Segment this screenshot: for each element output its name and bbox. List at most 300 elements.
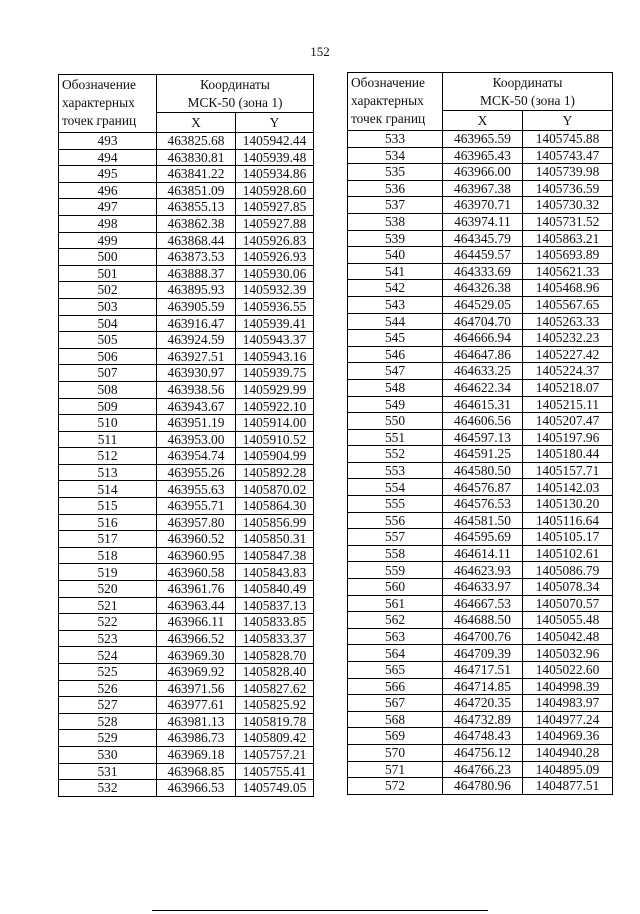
table-row <box>348 164 613 181</box>
y-coordinate-cell: 1405939.75 <box>236 365 314 382</box>
x-coordinate-cell: 464529.05 <box>443 296 523 313</box>
point-number-cell: 514 <box>59 481 157 498</box>
x-coordinate-cell: 463825.68 <box>157 133 236 150</box>
point-number-cell: 556 <box>348 512 443 529</box>
point-number-cell: 525 <box>59 664 157 681</box>
x-coordinate-cell: 463862.38 <box>157 215 236 232</box>
point-number-cell: 554 <box>348 479 443 496</box>
table-row <box>59 597 314 614</box>
y-coordinate-cell: 1405892.28 <box>236 464 314 481</box>
y-coordinate-cell: 1405828.70 <box>236 647 314 664</box>
x-coordinate-cell: 464667.53 <box>443 595 523 612</box>
table-row <box>348 296 613 313</box>
table-row <box>348 728 613 745</box>
header-point-designation <box>348 73 443 131</box>
table-row <box>59 547 314 564</box>
x-coordinate-cell: 463955.63 <box>157 481 236 498</box>
y-coordinate-cell: 1405215.11 <box>523 396 613 413</box>
y-coordinate-cell: 1405731.52 <box>523 213 613 230</box>
point-number-cell: 548 <box>348 379 443 396</box>
header-coords-line: МСК-50 (зона 1) <box>480 93 575 108</box>
x-coordinate-cell: 463951.19 <box>157 415 236 432</box>
x-coordinate-cell: 464606.56 <box>443 413 523 430</box>
table-row <box>348 330 613 347</box>
x-coordinate-cell: 464622.34 <box>443 379 523 396</box>
table-row <box>348 496 613 513</box>
point-number-cell: 537 <box>348 197 443 214</box>
point-number-cell: 567 <box>348 695 443 712</box>
point-number-cell: 496 <box>59 182 157 199</box>
y-coordinate-cell: 1405840.49 <box>236 581 314 598</box>
table-row <box>348 711 613 728</box>
x-coordinate-cell: 464709.39 <box>443 645 523 662</box>
point-number-cell: 558 <box>348 545 443 562</box>
table-body <box>348 131 613 795</box>
table-row <box>59 381 314 398</box>
table-row <box>59 464 314 481</box>
table-row <box>59 133 314 150</box>
header-y: Y <box>523 111 613 131</box>
point-number-cell: 530 <box>59 746 157 763</box>
point-number-cell: 516 <box>59 514 157 531</box>
y-coordinate-cell: 1405864.30 <box>236 498 314 515</box>
x-coordinate-cell: 463930.97 <box>157 365 236 382</box>
y-coordinate-cell: 1405197.96 <box>523 429 613 446</box>
table-row <box>59 232 314 249</box>
x-coordinate-cell: 463969.18 <box>157 746 236 763</box>
x-coordinate-cell: 463957.80 <box>157 514 236 531</box>
y-coordinate-cell: 1405926.93 <box>236 249 314 266</box>
y-coordinate-cell: 1405207.47 <box>523 413 613 430</box>
y-coordinate-cell: 1405943.16 <box>236 348 314 365</box>
point-number-cell: 542 <box>348 280 443 297</box>
x-coordinate-cell: 463960.58 <box>157 564 236 581</box>
y-coordinate-cell: 1405942.44 <box>236 133 314 150</box>
x-coordinate-cell: 463966.00 <box>443 164 523 181</box>
y-coordinate-cell: 1405621.33 <box>523 263 613 280</box>
y-coordinate-cell: 1405130.20 <box>523 496 613 513</box>
point-number-cell: 527 <box>59 697 157 714</box>
x-coordinate-cell: 464614.11 <box>443 545 523 562</box>
table-row <box>59 730 314 747</box>
x-coordinate-cell: 464688.50 <box>443 612 523 629</box>
table-row <box>59 166 314 183</box>
x-coordinate-cell: 464714.85 <box>443 678 523 695</box>
y-coordinate-cell: 1404977.24 <box>523 711 613 728</box>
y-coordinate-cell: 1404969.36 <box>523 728 613 745</box>
table-row <box>59 531 314 548</box>
x-coordinate-cell: 464597.13 <box>443 429 523 446</box>
x-coordinate-cell: 463968.85 <box>157 763 236 780</box>
x-coordinate-cell: 463970.71 <box>443 197 523 214</box>
y-coordinate-cell: 1405739.98 <box>523 164 613 181</box>
y-coordinate-cell: 1404983.97 <box>523 695 613 712</box>
header-coords-line: Координаты <box>492 75 563 90</box>
point-number-cell: 540 <box>348 247 443 264</box>
x-coordinate-cell: 463963.44 <box>157 597 236 614</box>
header-coordinates <box>443 73 613 111</box>
table-row <box>348 579 613 596</box>
y-coordinate-cell: 1405843.83 <box>236 564 314 581</box>
table-row <box>59 664 314 681</box>
point-number-cell: 535 <box>348 164 443 181</box>
point-number-cell: 532 <box>59 780 157 797</box>
y-coordinate-cell: 1405227.42 <box>523 346 613 363</box>
y-coordinate-cell: 1405943.37 <box>236 332 314 349</box>
x-coordinate-cell: 463916.47 <box>157 315 236 332</box>
point-number-cell: 569 <box>348 728 443 745</box>
y-coordinate-cell: 1405850.31 <box>236 531 314 548</box>
y-coordinate-cell: 1405180.44 <box>523 446 613 463</box>
point-number-cell: 509 <box>59 398 157 415</box>
point-number-cell: 513 <box>59 464 157 481</box>
point-number-cell: 517 <box>59 531 157 548</box>
table-row <box>348 247 613 264</box>
x-coordinate-cell: 463960.95 <box>157 547 236 564</box>
table-row <box>348 230 613 247</box>
table-row <box>59 780 314 797</box>
table-row <box>59 398 314 415</box>
y-coordinate-cell: 1405827.62 <box>236 680 314 697</box>
point-number-cell: 519 <box>59 564 157 581</box>
x-coordinate-cell: 463971.56 <box>157 680 236 697</box>
header-coords-line: Координаты <box>200 77 270 92</box>
x-coordinate-cell: 463960.52 <box>157 531 236 548</box>
table-row <box>348 379 613 396</box>
table-row <box>348 744 613 761</box>
x-coordinate-cell: 463895.93 <box>157 282 236 299</box>
table-row <box>59 614 314 631</box>
x-coordinate-cell: 464766.23 <box>443 761 523 778</box>
x-coordinate-cell: 464780.96 <box>443 778 523 795</box>
table-row <box>348 446 613 463</box>
point-number-cell: 534 <box>348 147 443 164</box>
point-number-cell: 501 <box>59 265 157 282</box>
y-coordinate-cell: 1405932.39 <box>236 282 314 299</box>
x-coordinate-cell: 464345.79 <box>443 230 523 247</box>
y-coordinate-cell: 1405055.48 <box>523 612 613 629</box>
x-coordinate-cell: 463938.56 <box>157 381 236 398</box>
x-coordinate-cell: 464717.51 <box>443 662 523 679</box>
x-coordinate-cell: 464615.31 <box>443 396 523 413</box>
y-coordinate-cell: 1405939.41 <box>236 315 314 332</box>
table-row <box>348 346 613 363</box>
point-number-cell: 507 <box>59 365 157 382</box>
table-body <box>59 133 314 797</box>
x-coordinate-cell: 464576.53 <box>443 496 523 513</box>
y-coordinate-cell: 1405755.41 <box>236 763 314 780</box>
header-point-line: характерных <box>62 95 135 110</box>
y-coordinate-cell: 1405926.83 <box>236 232 314 249</box>
x-coordinate-cell: 463969.92 <box>157 664 236 681</box>
point-number-cell: 561 <box>348 595 443 612</box>
point-number-cell: 538 <box>348 213 443 230</box>
table-row <box>59 215 314 232</box>
x-coordinate-cell: 464756.12 <box>443 744 523 761</box>
point-number-cell: 521 <box>59 597 157 614</box>
y-coordinate-cell: 1405032.96 <box>523 645 613 662</box>
header-x: X <box>443 111 523 131</box>
point-number-cell: 497 <box>59 199 157 216</box>
x-coordinate-cell: 464748.43 <box>443 728 523 745</box>
point-number-cell: 499 <box>59 232 157 249</box>
table-row <box>348 131 613 148</box>
table-row <box>348 462 613 479</box>
y-coordinate-cell: 1405837.13 <box>236 597 314 614</box>
table-row <box>59 697 314 714</box>
y-coordinate-cell: 1405745.88 <box>523 131 613 148</box>
table-row <box>348 612 613 629</box>
point-number-cell: 533 <box>348 131 443 148</box>
y-coordinate-cell: 1405142.03 <box>523 479 613 496</box>
x-coordinate-cell: 464580.50 <box>443 462 523 479</box>
y-coordinate-cell: 1405936.55 <box>236 298 314 315</box>
y-coordinate-cell: 1405730.32 <box>523 197 613 214</box>
x-coordinate-cell: 464633.25 <box>443 363 523 380</box>
x-coordinate-cell: 464633.97 <box>443 579 523 596</box>
x-coordinate-cell: 464581.50 <box>443 512 523 529</box>
table-row <box>348 429 613 446</box>
table-row <box>348 479 613 496</box>
page-edge-line <box>152 910 488 911</box>
table-row <box>348 180 613 197</box>
point-number-cell: 546 <box>348 346 443 363</box>
y-coordinate-cell: 1405757.21 <box>236 746 314 763</box>
x-coordinate-cell: 464732.89 <box>443 711 523 728</box>
point-number-cell: 531 <box>59 763 157 780</box>
point-number-cell: 545 <box>348 330 443 347</box>
x-coordinate-cell: 463888.37 <box>157 265 236 282</box>
y-coordinate-cell: 1405828.40 <box>236 664 314 681</box>
y-coordinate-cell: 1405914.00 <box>236 415 314 432</box>
header-y: Y <box>236 113 314 133</box>
y-coordinate-cell: 1405078.34 <box>523 579 613 596</box>
x-coordinate-cell: 463855.13 <box>157 199 236 216</box>
point-number-cell: 550 <box>348 413 443 430</box>
table-row <box>348 778 613 795</box>
x-coordinate-cell: 463927.51 <box>157 348 236 365</box>
table-row <box>59 431 314 448</box>
table-row <box>348 413 613 430</box>
x-coordinate-cell: 463905.59 <box>157 298 236 315</box>
coordinates-table-right <box>347 72 613 795</box>
y-coordinate-cell: 1405042.48 <box>523 628 613 645</box>
point-number-cell: 547 <box>348 363 443 380</box>
x-coordinate-cell: 463966.11 <box>157 614 236 631</box>
point-number-cell: 553 <box>348 462 443 479</box>
point-number-cell: 522 <box>59 614 157 631</box>
y-coordinate-cell: 1405930.06 <box>236 265 314 282</box>
point-number-cell: 524 <box>59 647 157 664</box>
x-coordinate-cell: 463924.59 <box>157 332 236 349</box>
header-coords-line: МСК-50 (зона 1) <box>187 95 283 110</box>
table-row <box>348 645 613 662</box>
y-coordinate-cell: 1405922.10 <box>236 398 314 415</box>
y-coordinate-cell: 1404998.39 <box>523 678 613 695</box>
x-coordinate-cell: 463954.74 <box>157 448 236 465</box>
table-row <box>59 265 314 282</box>
y-coordinate-cell: 1405856.99 <box>236 514 314 531</box>
point-number-cell: 568 <box>348 711 443 728</box>
table-row <box>348 545 613 562</box>
y-coordinate-cell: 1405928.60 <box>236 182 314 199</box>
page-number: 152 <box>310 44 330 59</box>
header-point-line: характерных <box>351 93 424 108</box>
point-number-cell: 495 <box>59 166 157 183</box>
point-number-cell: 570 <box>348 744 443 761</box>
point-number-cell: 562 <box>348 612 443 629</box>
y-coordinate-cell: 1405833.85 <box>236 614 314 631</box>
table-row <box>348 628 613 645</box>
header-point-line: точек границ <box>351 111 426 126</box>
point-number-cell: 526 <box>59 680 157 697</box>
table-row <box>59 315 314 332</box>
x-coordinate-cell: 464576.87 <box>443 479 523 496</box>
y-coordinate-cell: 1405743.47 <box>523 147 613 164</box>
point-number-cell: 563 <box>348 628 443 645</box>
x-coordinate-cell: 463955.71 <box>157 498 236 515</box>
y-coordinate-cell: 1405939.48 <box>236 149 314 166</box>
point-number-cell: 543 <box>348 296 443 313</box>
y-coordinate-cell: 1405022.60 <box>523 662 613 679</box>
header-x: X <box>157 113 236 133</box>
y-coordinate-cell: 1405693.89 <box>523 247 613 264</box>
table-row <box>59 332 314 349</box>
table-row <box>59 514 314 531</box>
x-coordinate-cell: 464333.69 <box>443 263 523 280</box>
table-row <box>59 199 314 216</box>
point-number-cell: 549 <box>348 396 443 413</box>
table-row <box>348 529 613 546</box>
x-coordinate-cell: 464459.57 <box>443 247 523 264</box>
point-number-cell: 520 <box>59 581 157 598</box>
x-coordinate-cell: 464623.93 <box>443 562 523 579</box>
x-coordinate-cell: 463851.09 <box>157 182 236 199</box>
x-coordinate-cell: 463965.43 <box>443 147 523 164</box>
x-coordinate-cell: 464666.94 <box>443 330 523 347</box>
y-coordinate-cell: 1405567.65 <box>523 296 613 313</box>
y-coordinate-cell: 1405870.02 <box>236 481 314 498</box>
table-row <box>59 415 314 432</box>
x-coordinate-cell: 463955.26 <box>157 464 236 481</box>
point-number-cell: 552 <box>348 446 443 463</box>
table-row <box>348 147 613 164</box>
header-point-designation <box>59 75 157 133</box>
table-row <box>59 282 314 299</box>
table-row <box>59 348 314 365</box>
x-coordinate-cell: 464595.69 <box>443 529 523 546</box>
table-row <box>59 763 314 780</box>
x-coordinate-cell: 463873.53 <box>157 249 236 266</box>
y-coordinate-cell: 1405847.38 <box>236 547 314 564</box>
point-number-cell: 523 <box>59 630 157 647</box>
point-number-cell: 560 <box>348 579 443 596</box>
point-number-cell: 539 <box>348 230 443 247</box>
table-row <box>59 564 314 581</box>
header-coordinates <box>157 75 314 113</box>
table-row <box>59 647 314 664</box>
x-coordinate-cell: 463986.73 <box>157 730 236 747</box>
point-number-cell: 559 <box>348 562 443 579</box>
table-row <box>59 365 314 382</box>
x-coordinate-cell: 463830.81 <box>157 149 236 166</box>
point-number-cell: 564 <box>348 645 443 662</box>
table-row <box>348 263 613 280</box>
table-row <box>59 713 314 730</box>
x-coordinate-cell: 464704.70 <box>443 313 523 330</box>
point-number-cell: 510 <box>59 415 157 432</box>
table-row <box>348 761 613 778</box>
point-number-cell: 555 <box>348 496 443 513</box>
point-number-cell: 511 <box>59 431 157 448</box>
table-row <box>59 630 314 647</box>
table-row <box>59 249 314 266</box>
y-coordinate-cell: 1405833.37 <box>236 630 314 647</box>
x-coordinate-cell: 464647.86 <box>443 346 523 363</box>
y-coordinate-cell: 1405927.85 <box>236 199 314 216</box>
header-point-line: точек границ <box>62 113 137 128</box>
point-number-cell: 528 <box>59 713 157 730</box>
x-coordinate-cell: 464700.76 <box>443 628 523 645</box>
y-coordinate-cell: 1405468.96 <box>523 280 613 297</box>
point-number-cell: 557 <box>348 529 443 546</box>
y-coordinate-cell: 1405102.61 <box>523 545 613 562</box>
y-coordinate-cell: 1405105.17 <box>523 529 613 546</box>
x-coordinate-cell: 464591.25 <box>443 446 523 463</box>
point-number-cell: 551 <box>348 429 443 446</box>
table-row <box>59 498 314 515</box>
y-coordinate-cell: 1405825.92 <box>236 697 314 714</box>
x-coordinate-cell: 463841.22 <box>157 166 236 183</box>
table-row <box>348 313 613 330</box>
table-row <box>348 280 613 297</box>
table-row <box>59 448 314 465</box>
y-coordinate-cell: 1405157.71 <box>523 462 613 479</box>
point-number-cell: 572 <box>348 778 443 795</box>
y-coordinate-cell: 1405086.79 <box>523 562 613 579</box>
y-coordinate-cell: 1405232.23 <box>523 330 613 347</box>
point-number-cell: 536 <box>348 180 443 197</box>
table-row <box>59 581 314 598</box>
point-number-cell: 503 <box>59 298 157 315</box>
x-coordinate-cell: 463967.38 <box>443 180 523 197</box>
point-number-cell: 565 <box>348 662 443 679</box>
y-coordinate-cell: 1405910.52 <box>236 431 314 448</box>
header-point-line: Обозначение <box>351 75 425 90</box>
x-coordinate-cell: 463977.61 <box>157 697 236 714</box>
y-coordinate-cell: 1405929.99 <box>236 381 314 398</box>
point-number-cell: 493 <box>59 133 157 150</box>
point-number-cell: 529 <box>59 730 157 747</box>
point-number-cell: 541 <box>348 263 443 280</box>
point-number-cell: 508 <box>59 381 157 398</box>
point-number-cell: 566 <box>348 678 443 695</box>
point-number-cell: 515 <box>59 498 157 515</box>
point-number-cell: 506 <box>59 348 157 365</box>
y-coordinate-cell: 1405736.59 <box>523 180 613 197</box>
y-coordinate-cell: 1405927.88 <box>236 215 314 232</box>
table-row <box>348 213 613 230</box>
table-row <box>348 662 613 679</box>
table-row <box>59 298 314 315</box>
point-number-cell: 505 <box>59 332 157 349</box>
x-coordinate-cell: 463969.30 <box>157 647 236 664</box>
table-row <box>59 182 314 199</box>
x-coordinate-cell: 464720.35 <box>443 695 523 712</box>
table-row <box>348 512 613 529</box>
x-coordinate-cell: 463943.67 <box>157 398 236 415</box>
x-coordinate-cell: 463966.52 <box>157 630 236 647</box>
